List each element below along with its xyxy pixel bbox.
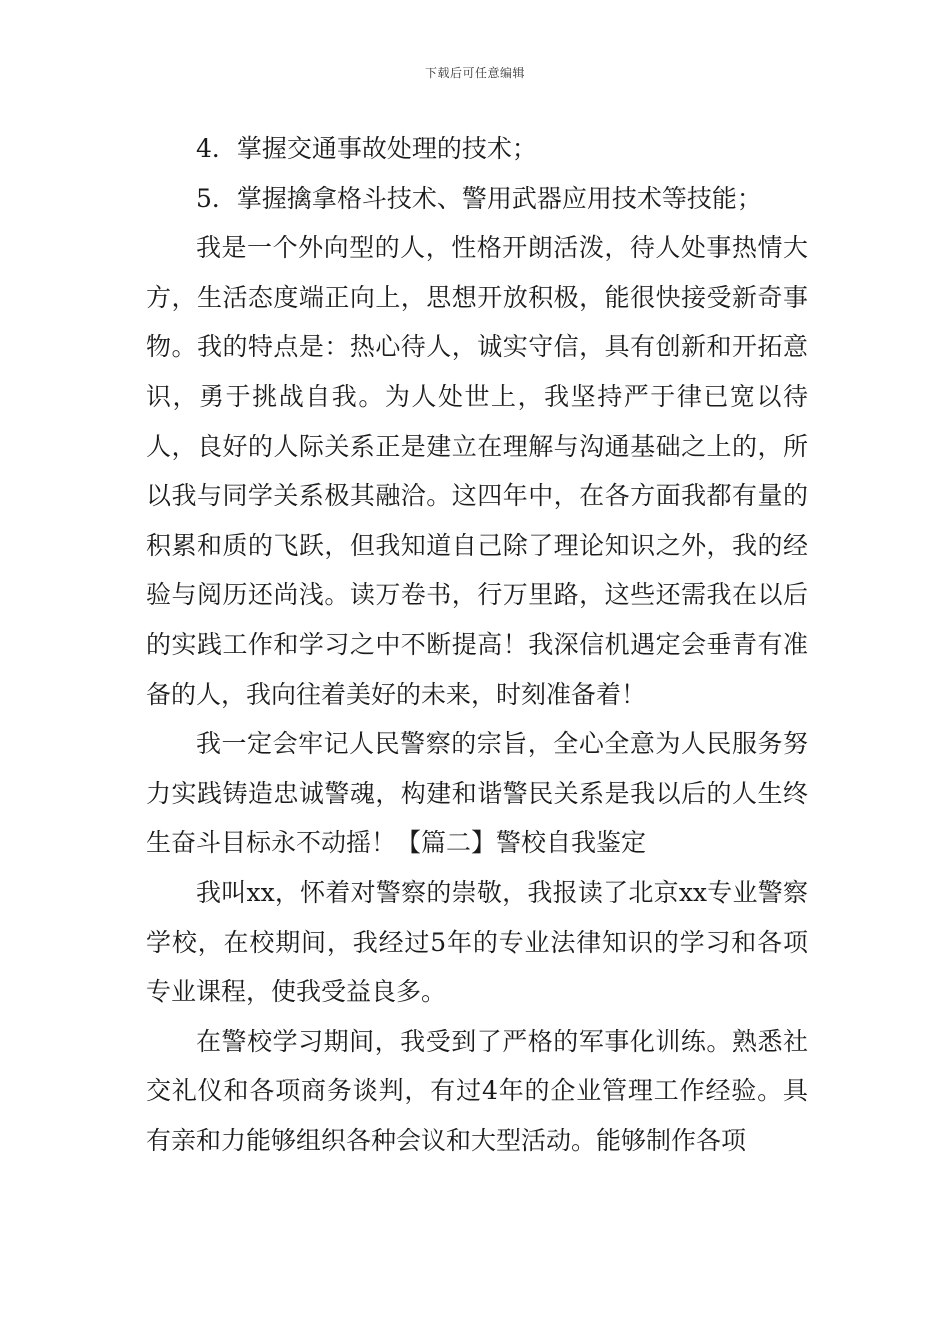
paragraph-introduction: 我叫xx，怀着对警察的崇敬，我报读了北京xx专业警察学校，在校期间，我经过5年的专业法律知识的学习和各项专业课程，使我受益良多。 bbox=[146, 877, 808, 1007]
paragraph-personality: 我是一个外向型的人，性格开朗活泼，待人处事热情大方，生活态度端正向上，思想开放积极，能很快接受新奇事物。我的特点是：热心待人，诚实守信，具有创新和开拓意识，勇于挑战自我。为人处世上，我坚持严于律已宽以待人，良好的人际关系正是建立在理解与沟通基础之上的，所以我与同学关系极其融洽。这四年中，在各方面我都有量的积累和质的飞跃，但我知道自己除了理论知识之外，我的经验与阅历还尚浅。读万卷书，行万里路，这些还需我在以后的实践工作和学习之中不断提高！我深信机遇定会垂青有准备的人，我向往着美好的未来，时刻准备着！ bbox=[146, 233, 808, 709]
paragraph-commitment: 我一定会牢记人民警察的宗旨，全心全意为人民服务努力实践铸造忠诚警魂，构建和谐警民关系是我以后的人生终生奋斗目标永不动摇！【篇二】警校自我鉴定 bbox=[146, 729, 808, 858]
paragraph-item-5: 5．掌握擒拿格斗技术、警用武器应用技术等技能； bbox=[196, 183, 762, 213]
document-body bbox=[146, 124, 808, 1165]
page-header: 下载后可任意编辑 bbox=[424, 66, 525, 80]
paragraph-training: 在警校学习期间，我受到了严格的军事化训练。熟悉社交礼仪和各项商务谈判，有过4年的企业管理工作经验。具有亲和力能够组织各种会议和大型活动。能够制作各项 bbox=[146, 1026, 808, 1155]
paragraph-item-4: 4．掌握交通事故处理的技术； bbox=[196, 134, 537, 163]
